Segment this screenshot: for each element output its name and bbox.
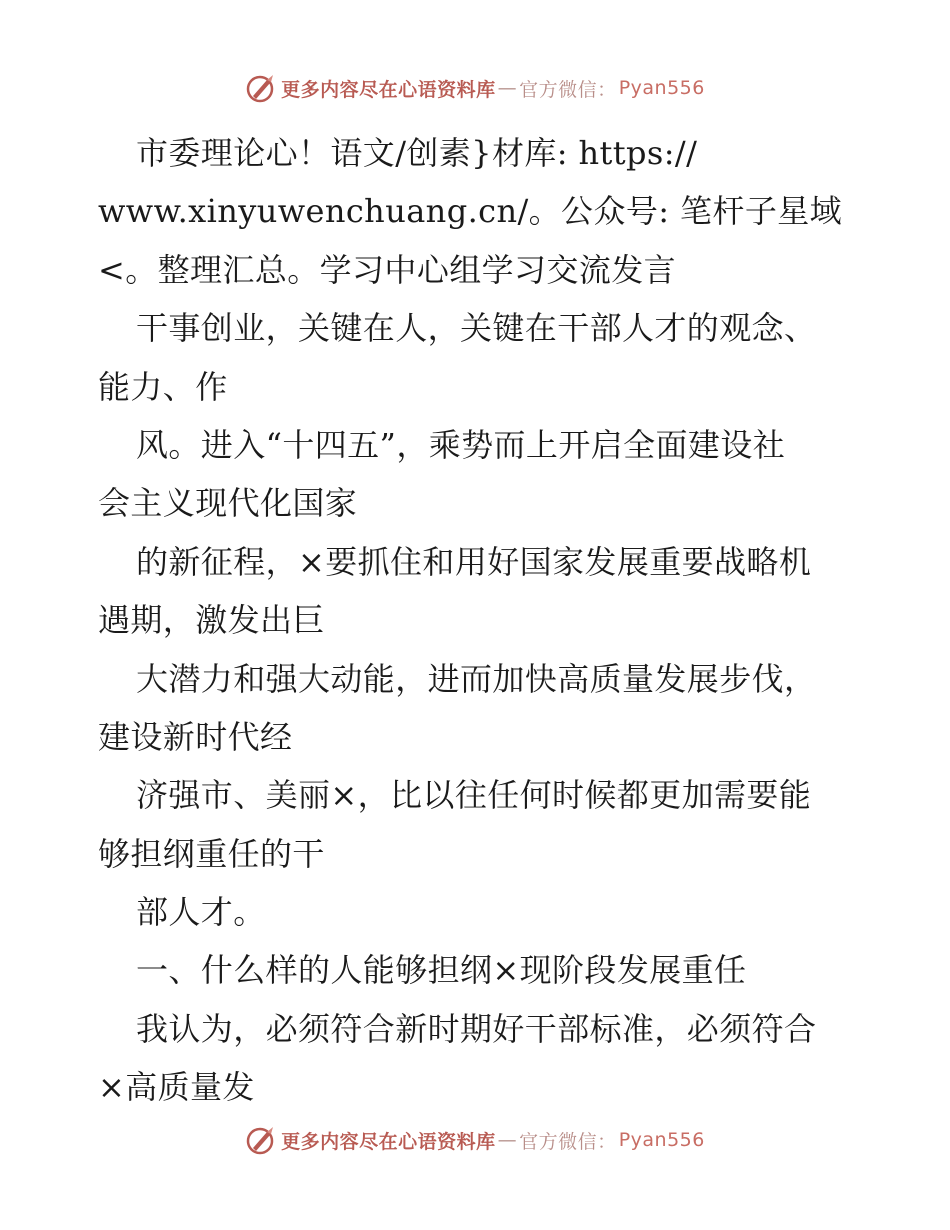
body-line: 能力、作 <box>98 367 228 406</box>
banner-separator: — <box>497 77 518 99</box>
banner-wechat-id: Pyan556 <box>618 1129 705 1151</box>
body-line: <。整理汇总。学习中心组学习交流发言 <box>98 250 677 289</box>
banner-separator: — <box>497 1129 518 1151</box>
document-body <box>98 124 858 1117</box>
banner-wechat-label: 官方微信： <box>519 78 617 101</box>
body-line: ×高质量发 <box>98 1068 255 1107</box>
banner-wechat-id: Pyan556 <box>618 77 705 99</box>
banner-wechat-label: 官方微信： <box>519 1130 617 1153</box>
body-line: 我认为，必须符合新时期好干部标准，必须符合 <box>136 1009 817 1048</box>
section-heading: 一、什么样的人能够担纲×现阶段发展重任 <box>136 951 747 990</box>
footer-watermark-banner <box>0 1124 950 1156</box>
body-line: 建设新时代经 <box>98 717 293 756</box>
banner-text: 更多内容尽在心语资料库 <box>281 78 496 101</box>
body-line: 部人才。 <box>136 893 266 932</box>
banner-text: 更多内容尽在心语资料库 <box>281 1130 496 1153</box>
body-line: 的新征程，×要抓住和用好国家发展重要战略机 <box>136 542 812 581</box>
body-line: 会主义现代化国家 <box>98 484 358 523</box>
body-line: 遇期，激发出巨 <box>98 601 325 640</box>
body-line: 够担纲重任的干 <box>98 834 325 873</box>
body-line: 风。进入“十四五”，乘势而上开启全面建设社 <box>136 425 786 464</box>
header-watermark-banner <box>0 72 950 104</box>
body-line: 济强市、美丽×，比以往任何时候都更加需要能 <box>136 776 812 815</box>
body-line: 大潜力和强大动能，进而加快高质量发展步伐， <box>136 659 817 698</box>
body-line: 干事创业，关键在人，关键在干部人才的观念、 <box>136 309 817 348</box>
quill-logo-icon <box>245 72 277 104</box>
body-line: 市委理论心！语文/创素}材库: https:// <box>136 134 698 172</box>
quill-logo-icon <box>245 1124 277 1156</box>
body-line: www.xinyuwenchuang.cn/。公众号: 笔杆子星域 <box>98 192 843 231</box>
